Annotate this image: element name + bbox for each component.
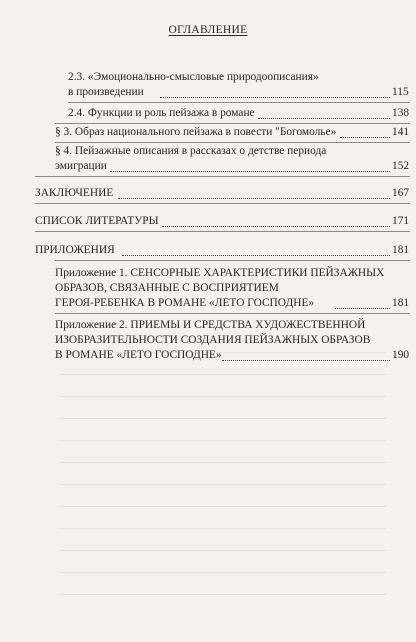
separator-line xyxy=(35,231,410,232)
leader-dots xyxy=(160,97,390,98)
toc-page-number: 167 xyxy=(392,187,410,199)
bleed-through-texture xyxy=(60,340,386,612)
separator-line xyxy=(55,142,410,143)
leader-dots xyxy=(122,255,390,256)
toc-entry-text: СПИСОК ЛИТЕРАТУРЫ xyxy=(35,215,159,227)
separator-line xyxy=(55,313,410,314)
leader-dots xyxy=(110,171,390,172)
toc-entry-text: § 3. Образ национального пейзажа в повести "Богомолье» xyxy=(55,126,337,138)
toc-page-number: 171 xyxy=(392,215,410,227)
toc-title: ОГЛАВЛЕНИЕ xyxy=(168,24,248,36)
leader-dots xyxy=(258,118,390,119)
toc-entry-text: ПРИЛОЖЕНИЯ xyxy=(35,244,115,256)
toc-page-number: 138 xyxy=(392,107,410,119)
leader-dots xyxy=(340,137,390,138)
toc-page-number: 115 xyxy=(392,86,409,98)
toc-entry-text: ИЗОБРАЗИТЕЛЬНОСТИ СОЗДАНИЯ ПЕЙЗАЖНЫХ ОБРАЗОВ xyxy=(55,334,371,346)
toc-page-number: 181 xyxy=(392,297,410,309)
leader-dots xyxy=(222,360,390,361)
toc-entry-text: ОБРАЗОВ, СВЯЗАННЫЕ С ВОСПРИЯТИЕМ xyxy=(55,282,279,294)
separator-line xyxy=(35,176,410,177)
toc-entry-text: в произведении xyxy=(68,86,144,98)
toc-entry-text: В РОМАНЕ «ЛЕТО ГОСПОДНЕ» xyxy=(55,349,222,361)
separator-line xyxy=(68,102,410,103)
separator-line xyxy=(35,203,410,204)
toc-entry-text: Приложение 1. СЕНСОРНЫЕ ХАРАКТЕРИСТИКИ ПЕЙЗАЖНЫХ xyxy=(55,267,385,279)
leader-dots xyxy=(118,198,390,199)
leader-dots xyxy=(335,308,390,309)
toc-entry-text: эмиграции xyxy=(55,160,107,172)
separator-line xyxy=(55,123,410,124)
toc-entry-text: § 4. Пейзажные описания в рассказах о детстве периода xyxy=(55,145,327,157)
toc-entry-text: ГЕРОЯ-РЕБЕНКА В РОМАНЕ «ЛЕТО ГОСПОДНЕ» xyxy=(55,297,315,309)
toc-entry-text: ЗАКЛЮЧЕНИЕ xyxy=(35,187,114,199)
toc-page-number: 181 xyxy=(392,244,410,256)
toc-entry-text: Приложение 2. ПРИЕМЫ И СРЕДСТВА ХУДОЖЕСТВЕННОЙ xyxy=(55,319,366,331)
leader-dots xyxy=(162,226,390,227)
toc-entry-text: 2.3. «Эмоционально-смысловые природоописания» xyxy=(68,71,319,83)
toc-page-number: 190 xyxy=(392,349,410,361)
toc-page-number: 141 xyxy=(392,126,410,138)
toc-page-number: 152 xyxy=(392,160,410,172)
toc-entry-text: 2.4. Функции и роль пейзажа в романе xyxy=(68,107,255,119)
separator-line xyxy=(55,260,410,261)
